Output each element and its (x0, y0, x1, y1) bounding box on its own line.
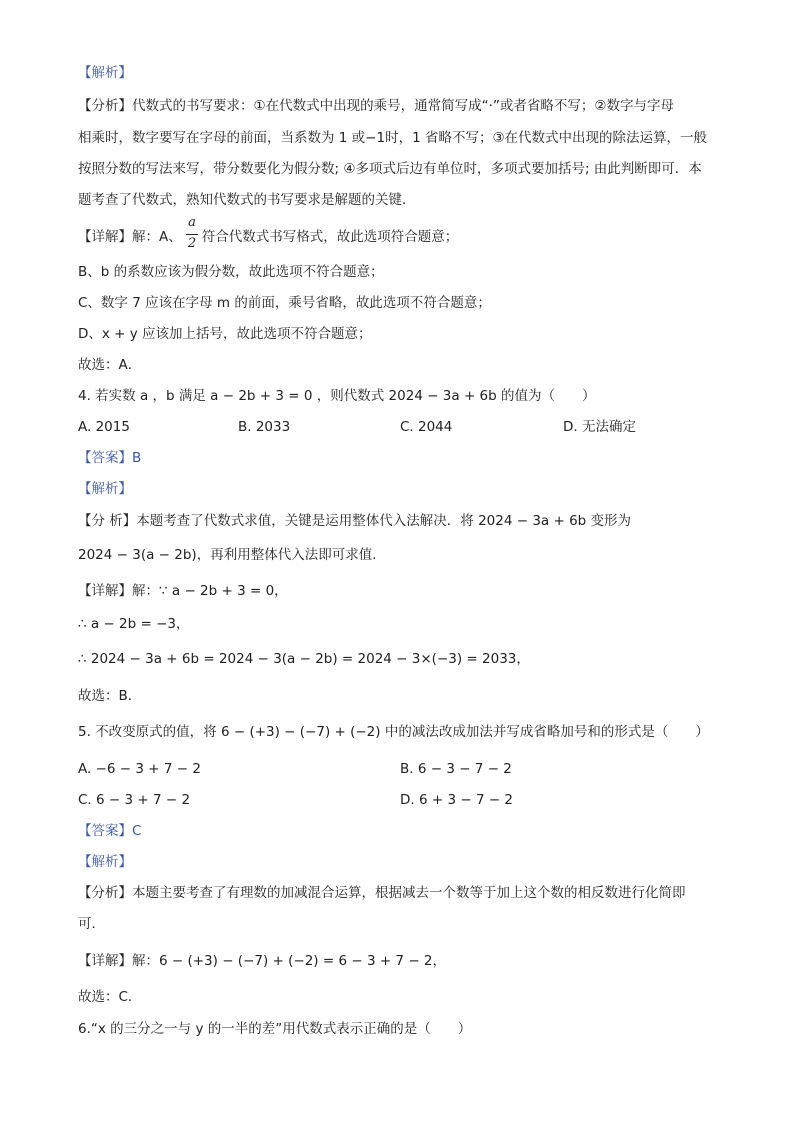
question-4: 4. 若实数 a ，b 满足 a − 2b + 3 = 0 ，则代数式 2024 − 3a + 6b 的值为（ ） (78, 388, 596, 404)
q5-option-d: D. 6 + 3 − 7 − 2 (400, 792, 514, 808)
q4-detail-2: ∴ a − 2b = −3， (78, 616, 190, 632)
fraction-bar (186, 234, 198, 235)
q5-choice: 故选：C． (78, 989, 142, 1005)
fraction-numerator: a (188, 215, 196, 230)
detail-line-a (78, 227, 458, 247)
section-tag-jiexi: 【解析】 (78, 65, 132, 81)
analysis-line-1: 【分析】代数式的书写要求：①在代数式中出现的乘号，通常简写成“·”或者省略不写；②数字与字母 (78, 98, 674, 114)
q4-detail-3: ∴ 2024 − 3a + 6b = 2024 − 3(a − 2b) = 2024 − 3×(−3) = 2033， (78, 651, 530, 667)
q5-detail: 【详解】解：6 − (+3) − (−7) + (−2) = 6 − 3 + 7 − 2， (78, 953, 447, 969)
question-5: 5. 不改变原式的值，将 6 − (+3) − (−7) + (−2) 中的减法改成加法并写成省略加号和的形式是（ ） (78, 724, 709, 740)
detail-line-c: C、数字 7 应该在字母 m 的前面，乘号省略，故此选项不符合题意； (78, 295, 491, 311)
detail-line-d: D、x + y 应该加上括号，故此选项不符合题意； (78, 326, 372, 342)
fraction-denominator: 2 (187, 236, 197, 251)
question-6: 6.“x 的三分之一与 y 的一半的差”用代数式表示正确的是（ ） (78, 1021, 472, 1037)
analysis-line-2: 相乘时，数字要写在字母的前面，当系数为 1 或−1时，1 省略不写；③在代数式中出现的除法运算，一般 (78, 130, 708, 146)
q5-jiexi-tag: 【解析】 (78, 854, 132, 870)
q5-option-c: C. 6 − 3 + 7 − 2 (78, 792, 191, 808)
q5-option-a: A. −6 − 3 + 7 − 2 (78, 761, 201, 777)
q4-analysis-1: 【分 析】本题考查了代数式求值，关键是运用整体代入法解决．将 2024 − 3a + 6b 变形为 (78, 513, 632, 529)
answer-choice-3: 故选：A． (78, 357, 142, 373)
detail-line-b: B、b 的系数应该为假分数，故此选项不符合题意； (78, 264, 384, 280)
q5-analysis-1: 【分析】本题主要考查了有理数的加减混合运算，根据减去一个数等于加上这个数的相反数进行化简即 (78, 885, 686, 901)
q4-choice: 故选：B． (78, 688, 142, 704)
q4-option-a: A. 2015 (78, 419, 130, 435)
q4-answer: 【答案】B (78, 450, 142, 466)
q4-jiexi-tag: 【解析】 (78, 481, 132, 497)
q4-option-b: B. 2033 (238, 419, 291, 435)
q4-option-c: C. 2044 (400, 419, 453, 435)
q4-analysis-2: 2024 − 3(a − 2b)，再利用整体代入法即可求值． (78, 547, 386, 563)
q4-detail-1: 【详解】解：∵ a − 2b + 3 = 0， (78, 583, 288, 599)
detail-prefix: 【详解】解：A、 (78, 229, 182, 245)
q5-option-b: B. 6 − 3 − 7 − 2 (400, 761, 512, 777)
q5-analysis-2: 可． (78, 916, 105, 932)
detail-suffix: 符合代数式书写格式，故此选项符合题意； (201, 229, 459, 245)
q5-answer: 【答案】C (78, 823, 142, 839)
q4-option-d: D. 无法确定 (563, 419, 636, 435)
analysis-line-3: 按照分数的写法来写，带分数要化为假分数; ④多项式后边有单位时，多项式要加括号; 由此判断即可．本 (78, 161, 702, 177)
analysis-line-4: 题考查了代数式，熟知代数式的书写要求是解题的关键． (78, 192, 416, 208)
